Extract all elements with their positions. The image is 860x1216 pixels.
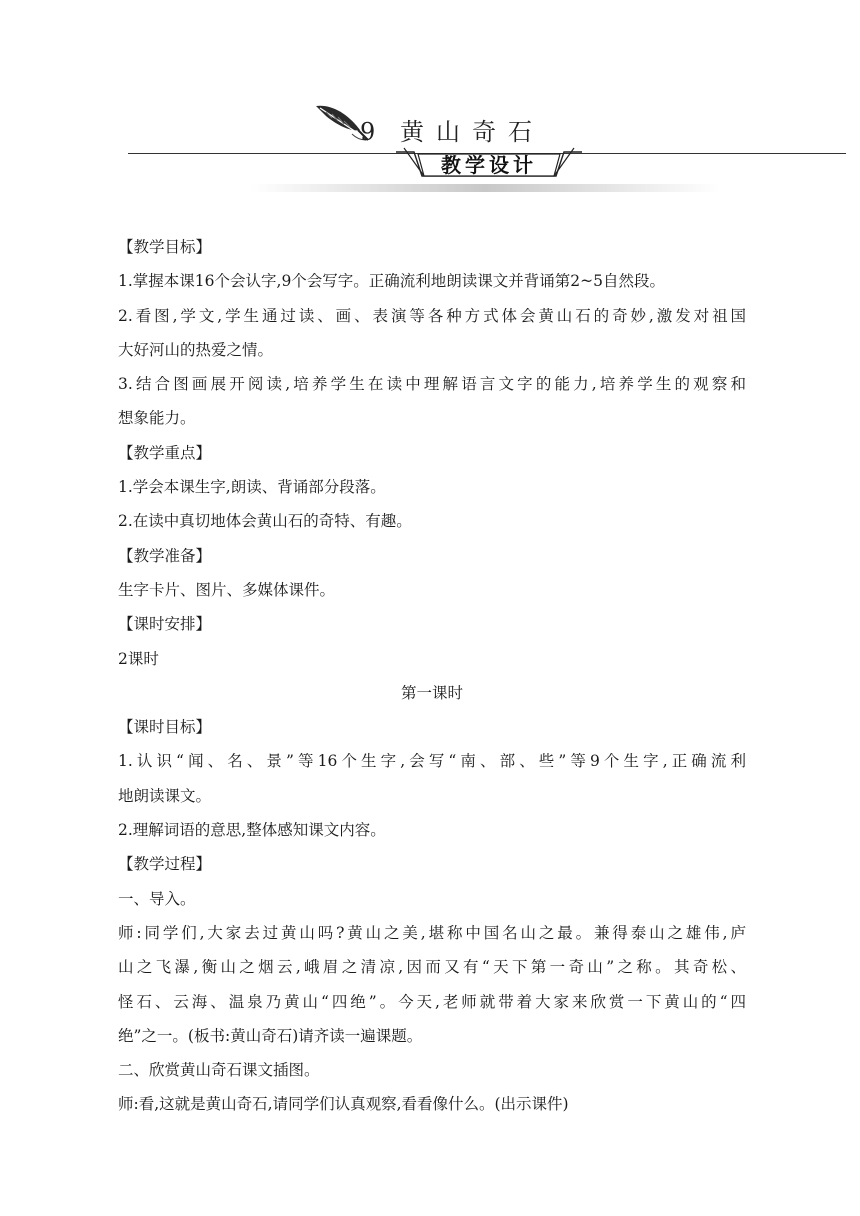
- objective-2-line-2: 大好河山的热爱之情。: [118, 340, 274, 359]
- process-step-1-heading: 一、导入。: [118, 889, 196, 908]
- lesson-number: 9: [360, 118, 378, 146]
- section-heading-preparation: 【教学准备】: [118, 546, 212, 565]
- process-step-2-heading: 二、欣赏黄山奇石课文插图。: [118, 1061, 320, 1080]
- section-heading-key-points: 【教学重点】: [118, 443, 212, 462]
- section-heading-objectives: 【教学目标】: [118, 238, 212, 256]
- page-header: [0, 0, 860, 200]
- period-title: 第一课时: [400, 683, 463, 702]
- process-step-1-line-3: 怪石、云海、温泉乃黄山“四绝”。今天,老师就带着大家来欣赏一下黄山的“四: [118, 992, 746, 1011]
- banner-shadow: [250, 184, 720, 192]
- process-step-1-line-1: 师:同学们,大家去过黄山吗?黄山之美,堪称中国名山之最。兼得泰山之雄伟,庐: [118, 923, 746, 942]
- lesson-plan-body: [118, 230, 746, 1122]
- process-step-1-line-4: 绝”之一。(板书:黄山奇石)请齐读一遍课题。: [118, 1026, 423, 1045]
- period-objective-1-line-1: 1.认识“闻、名、景”等16个生字,会写“南、部、些”等9个生字,正确流利: [118, 752, 746, 771]
- section-heading-period-objectives: 【课时目标】: [118, 718, 212, 737]
- key-point-1: 1.学会本课生字,朗读、背诵部分段落。: [118, 478, 386, 497]
- objective-2-line-1: 2.看图,学文,学生通过读、画、表演等各种方式体会黄山石的奇妙,激发对祖国: [118, 306, 746, 325]
- period-objective-2: 2.理解词语的意思,整体感知课文内容。: [118, 821, 386, 840]
- section-heading-schedule: 【课时安排】: [118, 615, 212, 634]
- banner-label: 教学设计: [441, 153, 537, 177]
- period-objective-1-line-2: 地朗读课文。: [118, 786, 212, 805]
- objective-1: 1.掌握本课16个会认字,9个会写字。正确流利地朗读课文并背诵第2~5自然段。: [118, 272, 666, 291]
- process-step-2-line-1: 师:看,这就是黄山奇石,请同学们认真观察,看看像什么。(出示课件): [118, 1095, 569, 1114]
- preparation-text: 生字卡片、图片、多媒体课件。: [118, 580, 336, 599]
- process-step-1-line-2: 山之飞瀑,衡山之烟云,峨眉之清凉,因而又有“天下第一奇山”之称。其奇松、: [118, 958, 746, 977]
- section-heading-process: 【教学过程】: [118, 855, 212, 874]
- objective-3-line-1: 3.结合图画展开阅读,培养学生在读中理解语言文字的能力,培养学生的观察和: [118, 375, 746, 394]
- schedule-text: 2课时: [118, 649, 159, 668]
- objective-3-line-2: 想象能力。: [118, 409, 196, 428]
- lesson-name: 黄山奇石: [400, 118, 544, 146]
- key-point-2: 2.在读中真切地体会黄山石的奇特、有趣。: [118, 512, 412, 531]
- lesson-title: [360, 112, 544, 147]
